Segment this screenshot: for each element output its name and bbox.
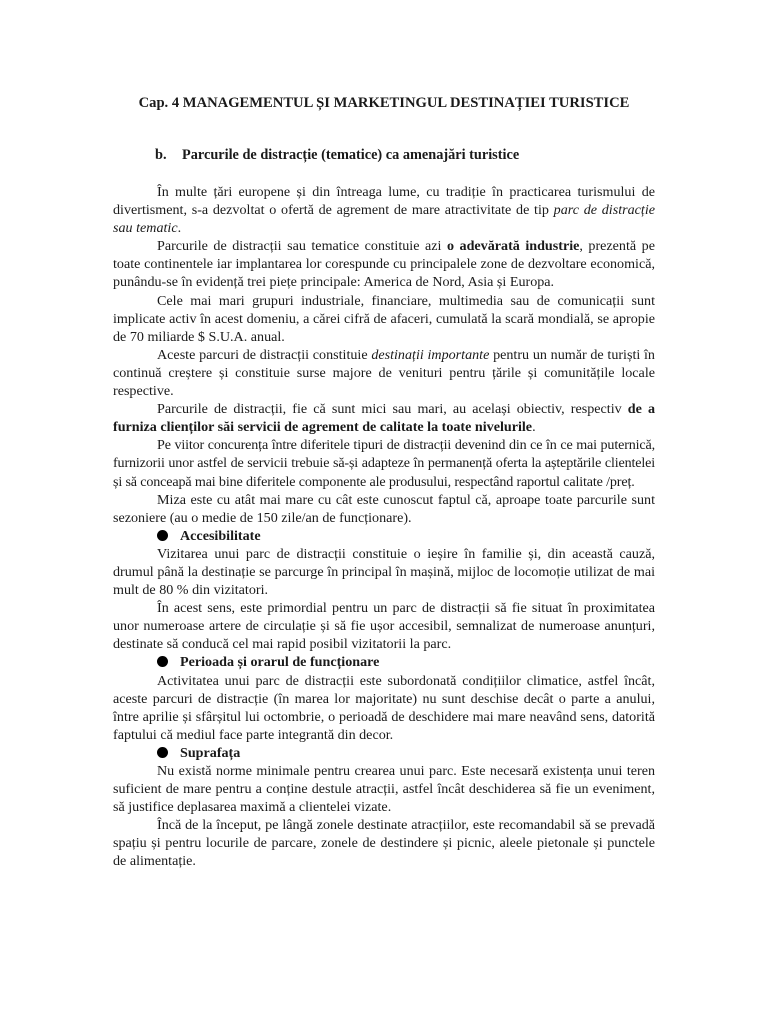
bullet-icon bbox=[157, 747, 168, 758]
paragraph: Parcurile de distracții sau tematice constituie azi o adevărată industrie, prezentă pe toate continentele iar implantarea lor corespunde cu principalele zone de dezvoltare economică, punându-se în evidență trei piețe principale: America de Nord, Asia și Europa. bbox=[113, 238, 655, 291]
emphasis: parc de distracție sau tematic bbox=[113, 202, 655, 237]
paragraph: Cele mai mari grupuri industriale, financiare, multimedia sau de comunicații sunt implicate activ în acest domeniu, a cărei cifră de afaceri, cumulată la scară mondială, se apropie de 70 miliarde $ S.U.A. anual. bbox=[113, 292, 655, 345]
paragraph: Aceste parcuri de distracții constituie destinații importante pentru un număr de turiști în continuă creștere și constituie surse majore de venituri pentru țările și comunitățile locale respective. bbox=[113, 346, 655, 400]
strong-text: de a furniza clienților săi servicii de agrement de calitate la toate nivelurile bbox=[113, 401, 655, 436]
paragraph: Nu există norme minimale pentru crearea unui parc. Este necesară existența unui teren suficient de mare pentru a conține destule atracții, astfel încât deschiderea să fie un eveniment, să justifice deplasarea maximă a clientelei vizate. bbox=[113, 763, 655, 816]
section-heading-text: Parcurile de distracție (tematice) ca amenajări turistice bbox=[182, 147, 520, 163]
chapter-title: Cap. 4 MANAGEMENTUL ȘI MARKETINGUL DESTINAȚIEI TURISTICE bbox=[138, 95, 630, 111]
paragraph: Activitatea unui parc de distracții este subordonată condițiilor climatice, astfel încât, aceste parcuri de distracție (în marea lor majoritate) nu sunt deschise decât o parte a anului, între aprilie și sfârșitul lui octombrie, o perioadă de deschidere mai mare neavând sens, datorită faptului că mediul face parte integrantă din decor. bbox=[113, 672, 655, 743]
strong-text: o adevărată industrie bbox=[446, 238, 580, 255]
bullet-heading-accesibilitate: Accesibilitate bbox=[113, 527, 655, 545]
bullet-heading-perioada: Perioada și orarul de funcționare bbox=[113, 653, 655, 671]
bullet-icon bbox=[157, 656, 168, 667]
paragraph: În multe țări europene și din întreaga lume, cu tradiție în practicarea turismului de divertisment, s-a dezvoltat o ofertă de agrement de mare atractivitate de tip parc de distracție sau tematic. bbox=[113, 184, 655, 237]
paragraph: Miza este cu atât mai mare cu cât este cunoscut faptul că, aproape toate parcurile sunt sezoniere (au o medie de 150 zile/an de funcționare). bbox=[113, 491, 655, 526]
paragraph: Parcurile de distracții, fie că sunt mici sau mari, au același obiectiv, respectiv de a furniza clienților săi servicii de agrement de calitate la toate nivelurile. bbox=[113, 401, 655, 436]
bullet-icon bbox=[157, 530, 168, 541]
paragraph: Pe viitor concurența între diferitele tipuri de distracții devenind din ce în ce mai puternică, furnizorii unor astfel de servicii trebuie să-și adapteze în permanență oferta la așteptările clientelei și să conceapă mai bine diferitele componente ale produsului, respectând raportul calitate /preț. bbox=[113, 437, 655, 490]
bullet-heading-suprafata: Suprafața bbox=[113, 744, 655, 762]
section-letter: b. bbox=[155, 147, 167, 163]
paragraph: În acest sens, este primordial pentru un parc de distracții să fie situat în proximitatea unor numeroase artere de circulație și să fie ușor accesibil, semnalizat de numeroase anunțuri, destinate să conducă cel mai rapid posibil vizitatorii la parc. bbox=[113, 600, 655, 653]
paragraph: Vizitarea unui parc de distracții constituie o ieșire în familie și, din această cauză, drumul până la destinație se parcurge în principal în mașină, mijloc de locomoție utilizat de mai mult de 80 % din vizitatori. bbox=[113, 545, 655, 599]
paragraph: Încă de la început, pe lângă zonele destinate atracțiilor, este recomandabil să se prevadă spațiu și pentru locurile de parcare, zonele de destindere și picnic, aleele pietonale și punctele de alimentație. bbox=[113, 817, 655, 870]
section-heading bbox=[155, 146, 519, 164]
emphasis: destinații importante bbox=[371, 346, 490, 363]
document-body bbox=[113, 183, 655, 871]
